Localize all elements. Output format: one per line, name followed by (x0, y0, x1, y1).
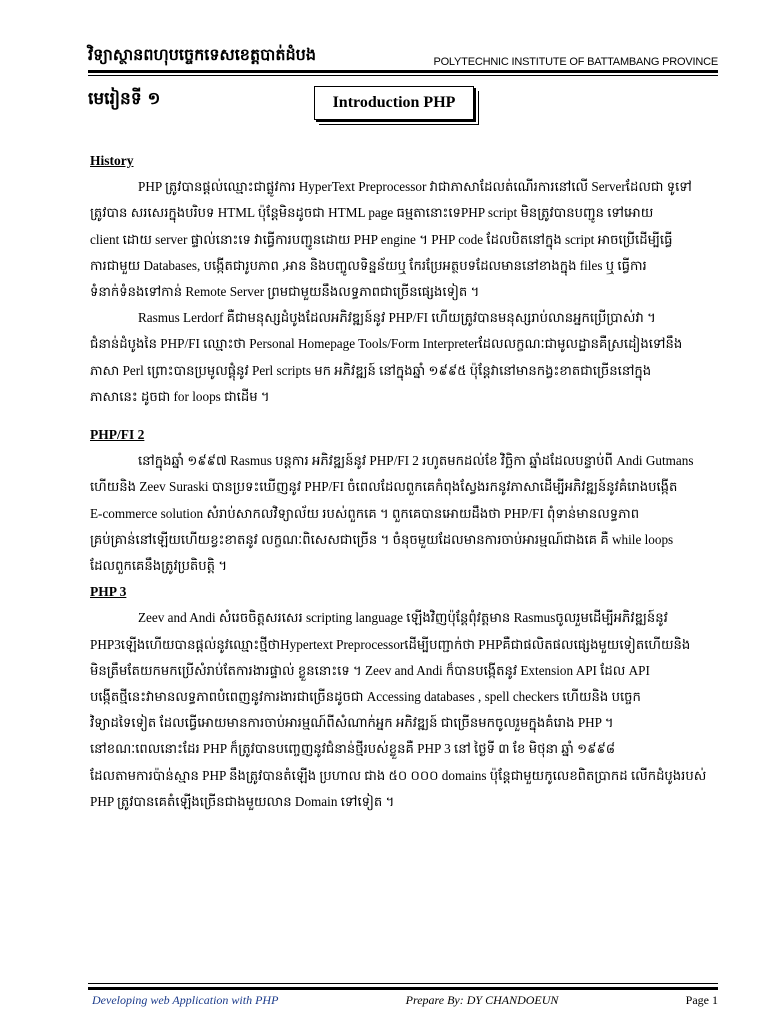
footer-page-number: Page 1 (685, 993, 718, 1007)
paragraph (90, 605, 726, 815)
page-footer (92, 993, 718, 1008)
lesson-title: Introduction PHP (332, 94, 456, 111)
header-english-title: POLYTECHNIC INSTITUTE OF BATTAMBANG PROVINCE (433, 56, 718, 68)
paragraph-line: ជំនាន់ដំបូងនៃ PHP/FI ឈ្មោះថា Personal Homepage Tools/Form Interpreterដែលលក្ខណៈជាមូលដ្ឋានគឺស្រដៀងទៅនឹង (90, 336, 683, 352)
header-rule-thin (88, 75, 718, 76)
header-rule-thick (88, 70, 718, 73)
paragraph-line: ដែលតាមការប៉ាន់ស្មាន PHP នឹងត្រូវបានតំឡើង ប្រហាល ជាង ៥០ ០០០ domains ប៉ុន្តែជាមួយកូលេខពិតប្រាកដ លើកដំបូងរបស់ (90, 767, 707, 783)
lesson-label: មេរៀនទី ១ (88, 89, 161, 109)
section-heading: PHP/FI 2 (90, 427, 145, 443)
paragraph-line: ហើយនិង Zeev Suraski បានប្រទះឃើញនូវ PHP/FI ចំពេលដែលពួកគេកំពុងស្វែងរកនូវភាសាដើម្បីអភិវឌ្ឍន៍នូវគំរោងបង្កើត (90, 479, 678, 495)
footer-rule-thin (88, 983, 718, 984)
paragraph-line: PHP ត្រូវបានគេតំឡើងច្រើនជាងមួយលាន Domain ទៅទៀត ។ (90, 793, 395, 809)
section-heading: PHP 3 (90, 584, 127, 600)
footer-course-title: Developing web Application with PHP (92, 993, 279, 1007)
paragraph (90, 305, 726, 410)
page-header (88, 40, 718, 68)
footer-rule-thick (88, 987, 718, 990)
paragraph-line: នៅខណៈពេលនោះដែរ PHP ក៏ត្រូវបានបញ្ចេញនូវជំនាន់ថ្មីរបស់ខ្លួនគឺ PHP 3 នៅ ថ្ងៃទី ៣ ខែ មិថុនា ឆ្នាំ ១៩៩៨ (90, 741, 616, 757)
paragraph-line: E-commerce solution សំរាប់សាកលវិទ្យាល័យ របស់ពួកគេ ។ ពួកគេបានអោយដឹងថា PHP/FI ពុំទាន់មានលទ្ធភាព (90, 505, 640, 521)
paragraph-line: មិនត្រឹមតែយកមកប្រើសំរាប់តែការងារផ្ទាល់ ខ្លួននោះទេ ។ Zeev and Andi ក៏បានបង្កើតនូវ Extension API ដែល API (90, 662, 650, 678)
paragraph-line: PHP ត្រូវបានផ្តល់ឈ្មោះជាផ្លូវការ HyperText Preprocessor វាជាភាសាដែលត់ណើរការនៅលើ Serverដែលជា ទូទៅ (138, 179, 692, 195)
paragraph-line: គ្រប់គ្រាន់នៅឡើយហើយខ្វះខាតនូវ លក្ខណៈពិសេសជាច្រើន ។ ចំនុចមួយដែលមានការចាប់អារម្មណ៍ជាងគេ គឺ while loops (90, 531, 674, 547)
paragraph-line: PHP3ឡើងហើយបានផ្តល់នូវឈ្មោះថ្មីថាHypertext Preprocessorដើម្បីបញ្ជាក់ថា PHPគឺជាផលិតផលផ្សេងមួយទៀតហើយនិង (90, 636, 691, 652)
paragraph-line: ភាសា Perl ព្រោះបានប្រមូលផ្តុំនូវ Perl scripts មក អភិវឌ្ឍន៍ នៅក្នុងឆ្នាំ ១៩៩៥ ប៉ុន្តែវានៅមានកង្វះខាតជាច្រើននៅក្នុង (90, 362, 652, 378)
section-php-fi-2 (90, 422, 726, 579)
section-gap (90, 410, 726, 422)
paragraph-line: ទំនាក់ទំនងទៅកាន់ Remote Server ព្រមជាមួយនឹងលទ្ធភាពជាច្រើនផ្សេងទៀត ។ (90, 284, 480, 300)
paragraph-line: វិទ្យាដទៃទៀត ដែលធ្វើអោយមានការចាប់អារម្មណ៍ពីសំណាក់អ្នក អភិវឌ្ឍន៍ ជាច្រើនមកចូលរួមក្នុងគំរោង PHP ។ (90, 715, 614, 731)
section-php-3 (90, 579, 726, 815)
section-heading: History (90, 153, 134, 168)
lesson-title-box (314, 86, 474, 120)
paragraph-line: client ដោយ server ផ្ទាល់នោះទេ វាធ្វើការបញ្ជូនដោយ PHP engine ។ PHP code ដែលបិតនៅក្នុង script អាចប្រើដើម្បីធ្វើ (90, 231, 673, 247)
paragraph-line: ភាសានេះ ដូចជា for loops ជាដើម ។ (90, 388, 270, 404)
main-content (90, 148, 726, 815)
paragraph-line: បង្កើតថ្មីនេះវាមានលទ្ធភាពបំពេញនូវការងារជាច្រើនដូចជា Accessing databases , spell checkers ហើយនិង បច្ចេក (90, 689, 641, 705)
header-khmer-title: វិទ្យាស្ថានពហុបច្ចេកទេសខេត្តបាត់ដំបង (88, 45, 316, 64)
section-history (90, 148, 726, 410)
paragraph (90, 174, 726, 305)
paragraph-line: ការជាមួយ Databases, បង្កើតជារូបភាព ,អាន និងបញ្ចូលទិន្នន័យឬ កែរប្រែអត្ថបទដែលមាននៅខាងក្នុង files ឬ ធ្វើការ (90, 257, 647, 273)
footer-author: Prepare By: DY CHANDOEUN (405, 993, 559, 1007)
paragraph-line: ដែលពួកគេនឹងត្រូវប្រតិបត្តិ ។ (90, 558, 228, 574)
paragraph-line: Zeev and Andi សំរេចចិត្តសរសេរ scripting language ឡើងវិញប៉ុន្តែពុំវត្តមាន Rasmusចូលរួមដើម្បីអភិវឌ្ឍន៍នូវ (138, 610, 668, 626)
paragraph-line: នៅក្នុងឆ្នាំ ១៩៩៧ Rasmus បន្តការ អភិវឌ្ឍន៍នូវ PHP/FI 2 រហូតមកដល់ខែ វិច្ឆិកា ឆ្នាំដដែលបន្ទាប់ពី Andi Gutmans (138, 453, 694, 469)
paragraph-line: ត្រូវបាន សរសេរក្នុងបរិបទ HTML ប៉ុន្តែមិនដូចជា HTML page ធម្មតានោះទេPHP script មិនត្រូវបានបញ្ជូន ទៅអោយ (90, 205, 654, 221)
paragraph-line: Rasmus Lerdorf គឺជាមនុស្សដំបូងដែលអភិវឌ្ឍន៍នូវ PHP/FI ហើយត្រូវបានមនុស្សរាប់លានអ្នកប្រើប្រាស់វា ។ (138, 310, 656, 326)
paragraph (90, 448, 726, 579)
